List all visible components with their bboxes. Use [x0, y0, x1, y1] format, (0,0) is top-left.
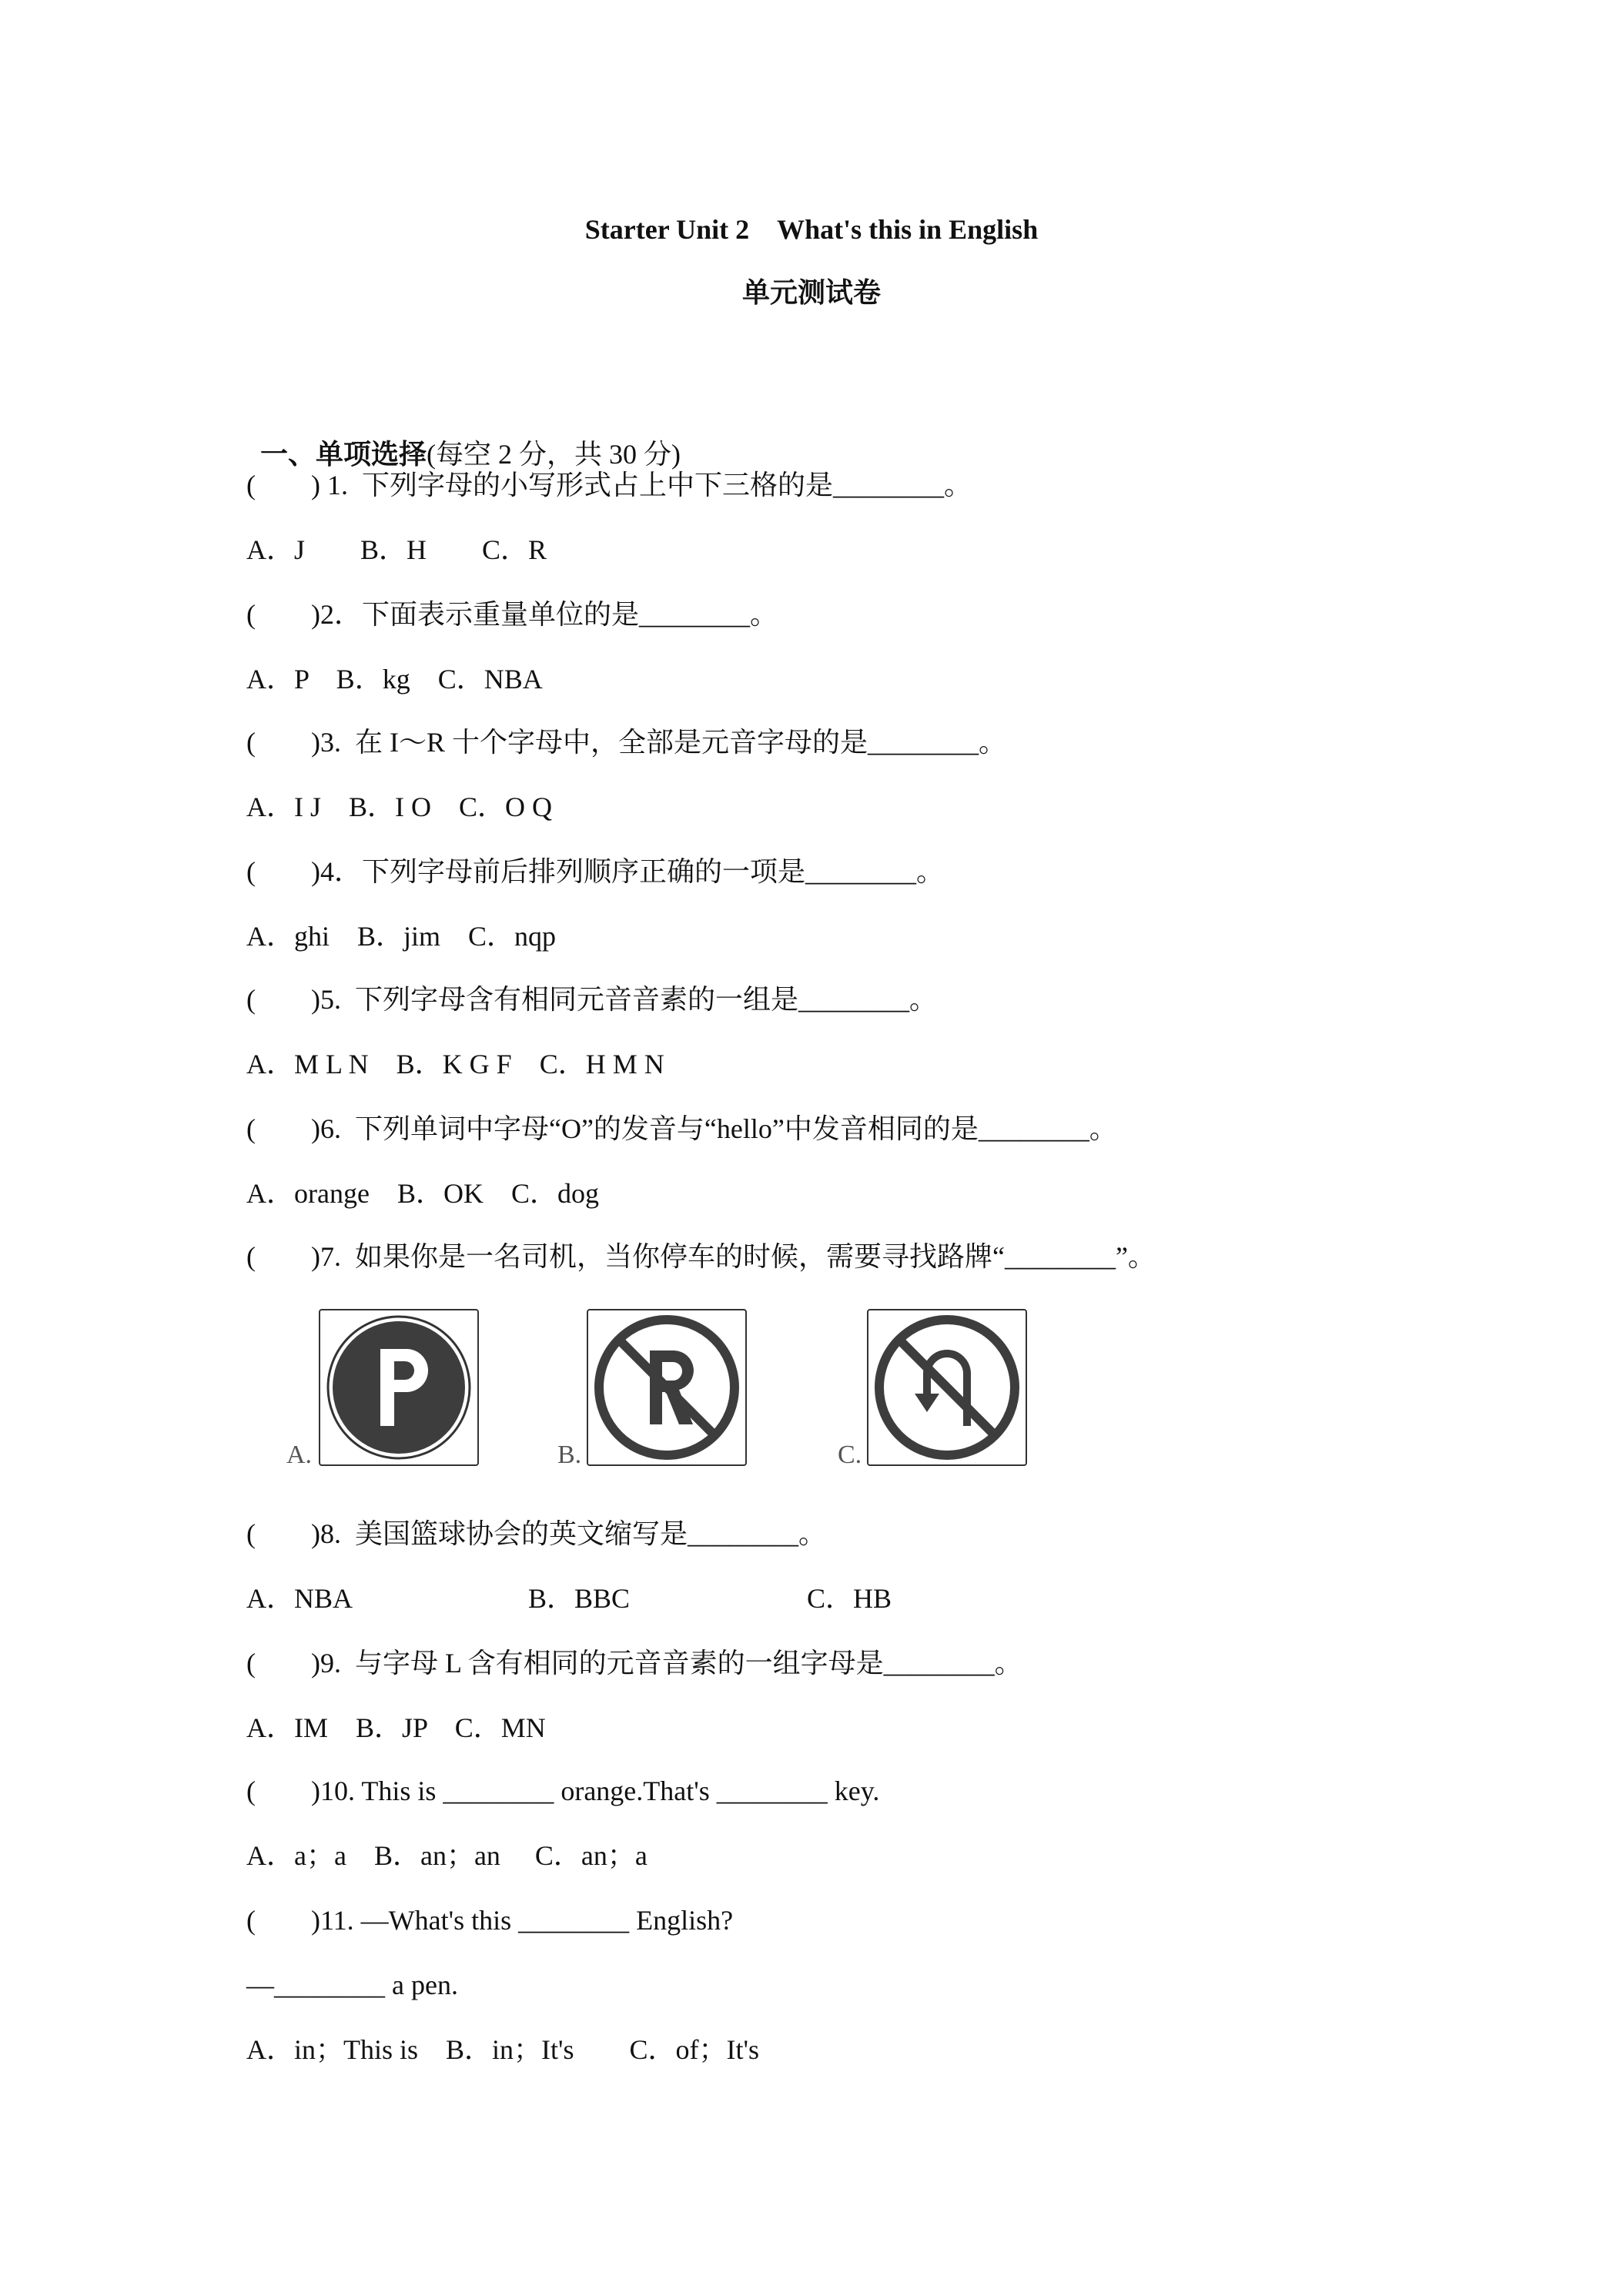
question-6-options: A．orange B．OK C．dog	[246, 1178, 599, 1209]
section-heading-note: (每空 2 分，共 30 分)	[427, 439, 681, 470]
question-5-options: A．M L N B．K G F C．H M N	[246, 1049, 664, 1079]
question-7-stem: ( )7. 如果你是一名司机，当你停车的时候，需要寻找路牌“________”。	[246, 1241, 1156, 1272]
question-4-stem: ( )4．下列字母前后排列顺序正确的一项是________。	[246, 856, 944, 887]
question-8-option-b: B．BBC	[528, 1583, 631, 1614]
section-heading-title: 一、单项选择	[260, 439, 427, 470]
document-title: Starter Unit 2 What's this in English	[584, 214, 1039, 245]
question-8-stem: ( )8. 美国篮球协会的英文缩写是________。	[246, 1518, 826, 1549]
question-9-stem: ( )9. 与字母 L 含有相同的元音音素的一组字母是________。	[246, 1648, 1022, 1678]
question-3-options: A．I J B．I O C．O Q	[246, 792, 553, 822]
parking-sign-icon	[319, 1309, 479, 1466]
sign-a-label: A.	[286, 1441, 313, 1469]
sign-c-label: C.	[838, 1441, 862, 1469]
no-u-turn-sign-icon	[867, 1309, 1027, 1466]
question-1-options: A．J B．H C．R	[246, 534, 547, 565]
question-6-stem: ( )6. 下列单词中字母“O”的发音与“hello”中发音相同的是________。	[246, 1113, 1117, 1144]
question-11-stem: ( )11. —What's this ________ English?	[246, 1905, 734, 1936]
question-1-stem: ( ) 1. 下列字母的小写形式占上中下三格的是________。	[246, 470, 972, 500]
question-8-option-a: A．NBA	[246, 1583, 353, 1614]
question-8-option-c: C．HB	[807, 1583, 892, 1614]
question-2-stem: ( )2．下面表示重量单位的是________。	[246, 599, 778, 630]
question-11-options: A．in；This is B．in；It's C．of；It's	[246, 2034, 759, 2065]
question-10-options: A．a；a B．an；an C．an；a	[246, 1840, 648, 1871]
document-subtitle: 单元测试卷	[741, 277, 881, 308]
question-11-stem-2: —________ a pen.	[246, 1970, 458, 2000]
question-4-options: A．ghi B．jim C．nqp	[246, 921, 557, 952]
question-2-options: A．P B．kg C．NBA	[246, 664, 543, 694]
question-10-stem: ( )10. This is ________ orange.That's ________ key.	[246, 1776, 880, 1806]
sign-b-label: B.	[557, 1441, 582, 1469]
section-heading	[246, 403, 681, 471]
no-parking-sign-icon	[587, 1309, 747, 1466]
question-3-stem: ( )3. 在 I～R 十个字母中，全部是元音字母的是________。	[246, 727, 1006, 758]
question-9-options: A．IM B．JP C．MN	[246, 1712, 546, 1743]
question-5-stem: ( )5. 下列字母含有相同元音音素的一组是________。	[246, 984, 937, 1015]
